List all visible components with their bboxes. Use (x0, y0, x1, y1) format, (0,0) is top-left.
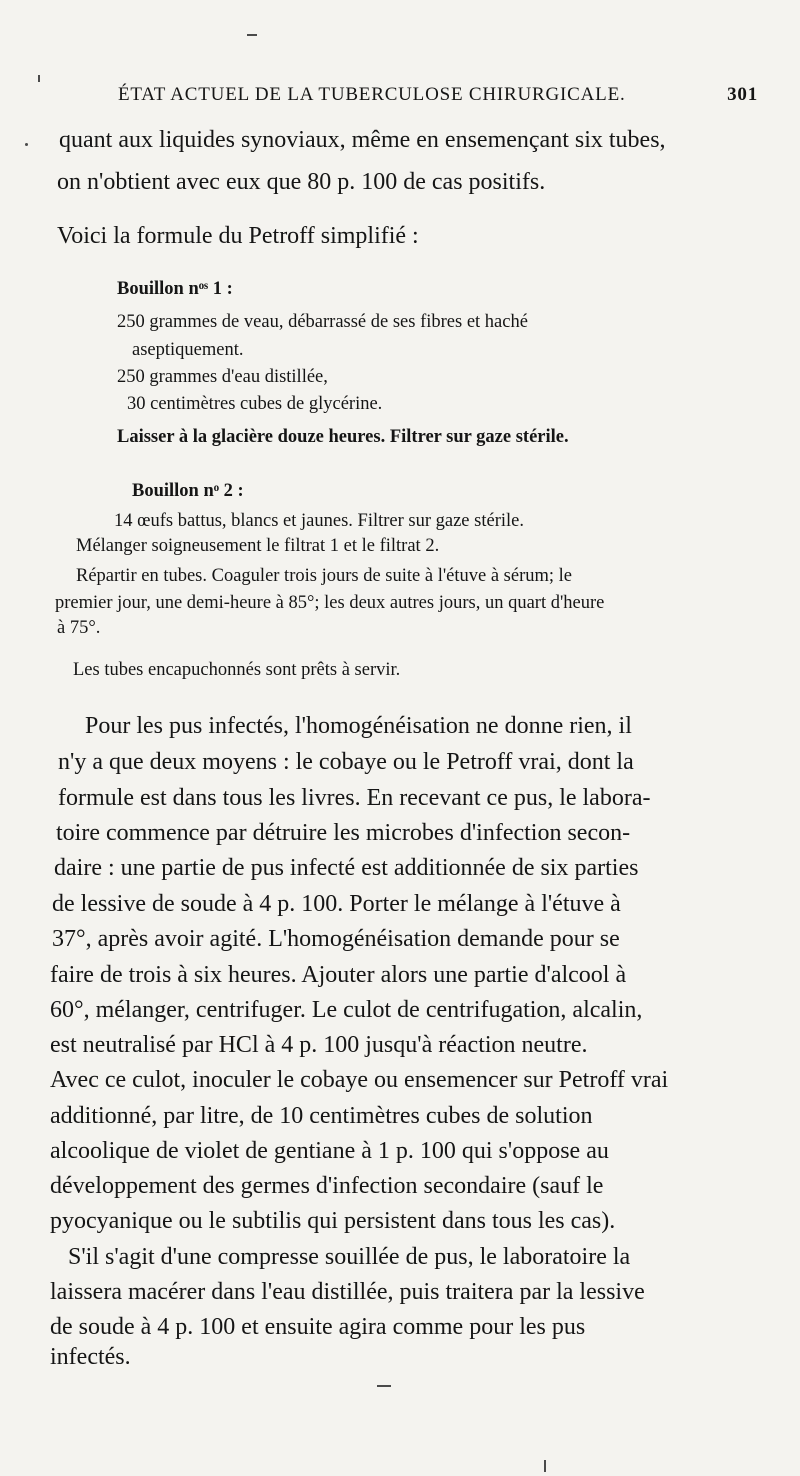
text-line: développement des germes d'infection secondaire (sauf le (50, 1173, 604, 1199)
text-line: est neutralisé par HCl à 4 p. 100 jusqu'à réaction neutre. (50, 1032, 588, 1058)
text-line: Pour les pus infectés, l'homogénéisation ne donne rien, il (85, 713, 632, 739)
text-line: laissera macérer dans l'eau distillée, puis traitera par la lessive (50, 1279, 645, 1305)
text-line: 37°, après avoir agité. L'homogénéisation demande pour se (52, 926, 620, 952)
recipe-line: à 75°. (57, 618, 101, 638)
scan-speck (377, 1385, 391, 1387)
text-line: de lessive de soude à 4 p. 100. Porter le mélange à l'étuve à (52, 891, 621, 917)
text-line: de soude à 4 p. 100 et ensuite agira comme pour les pus (50, 1314, 586, 1340)
text-line: 60°, mélanger, centrifuger. Le culot de centrifugation, alcalin, (50, 997, 643, 1023)
recipe-line: aseptiquement. (132, 340, 244, 360)
text-line: Avec ce culot, inoculer le cobaye ou ensemencer sur Petroff vrai (50, 1067, 669, 1093)
scan-speck (544, 1460, 546, 1472)
text-line: quant aux liquides synoviaux, même en ensemençant six tubes, (59, 127, 666, 153)
page-header (118, 84, 758, 114)
text-line: daire : une partie de pus infecté est additionnée de six parties (54, 855, 639, 881)
bouillon-1-instruction: Laisser à la glacière douze heures. Filtrer sur gaze stérile. (117, 427, 569, 447)
recipe-line: premier jour, une demi-heure à 85°; les deux autres jours, un quart d'heure (55, 593, 605, 613)
recipe-line: 14 œufs battus, blancs et jaunes. Filtrer sur gaze stérile. (114, 511, 524, 531)
text-line: toire commence par détruire les microbes d'infection secon- (56, 820, 631, 846)
recipe-line: Répartir en tubes. Coaguler trois jours de suite à l'étuve à sérum; le (76, 566, 573, 586)
text-line: infectés. (50, 1344, 131, 1370)
text-line: faire de trois à six heures. Ajouter alors une partie d'alcool à (50, 962, 627, 988)
formula-intro: Voici la formule du Petroff simplifié : (57, 223, 419, 249)
text-line: alcoolique de violet de gentiane à 1 p. 100 qui s'oppose au (50, 1138, 609, 1164)
running-head: ÉTAT ACTUEL DE LA TUBERCULOSE CHIRURGICALE. (118, 84, 626, 105)
scan-speck (38, 75, 40, 82)
recipe-line: Les tubes encapuchonnés sont prêts à servir. (73, 660, 401, 680)
scan-speck (247, 34, 257, 36)
recipe-line: 30 centimètres cubes de glycérine. (127, 394, 383, 414)
text-line: pyocyanique ou le subtilis qui persistent dans tous les cas). (50, 1208, 616, 1234)
text-line: additionné, par litre, de 10 centimètres cubes de solution (50, 1103, 593, 1129)
bouillon-2-title: Bouillon nᵒ 2 : (132, 481, 244, 501)
recipe-line: 250 grammes d'eau distillée, (117, 367, 328, 387)
recipe-line: 250 grammes de veau, débarrassé de ses fibres et haché (117, 312, 528, 332)
text-line: formule est dans tous les livres. En recevant ce pus, le labora- (58, 785, 651, 811)
text-line: on n'obtient avec eux que 80 p. 100 de cas positifs. (57, 169, 546, 195)
text-line: n'y a que deux moyens : le cobaye ou le Petroff vrai, dont la (58, 749, 634, 775)
scan-speck (25, 143, 28, 146)
recipe-line: Mélanger soigneusement le filtrat 1 et le filtrat 2. (76, 536, 440, 556)
page-number: 301 (727, 84, 758, 105)
bouillon-1-title: Bouillon nᵒˢ 1 : (117, 279, 233, 299)
text-line: S'il s'agit d'une compresse souillée de pus, le laboratoire la (68, 1244, 631, 1270)
